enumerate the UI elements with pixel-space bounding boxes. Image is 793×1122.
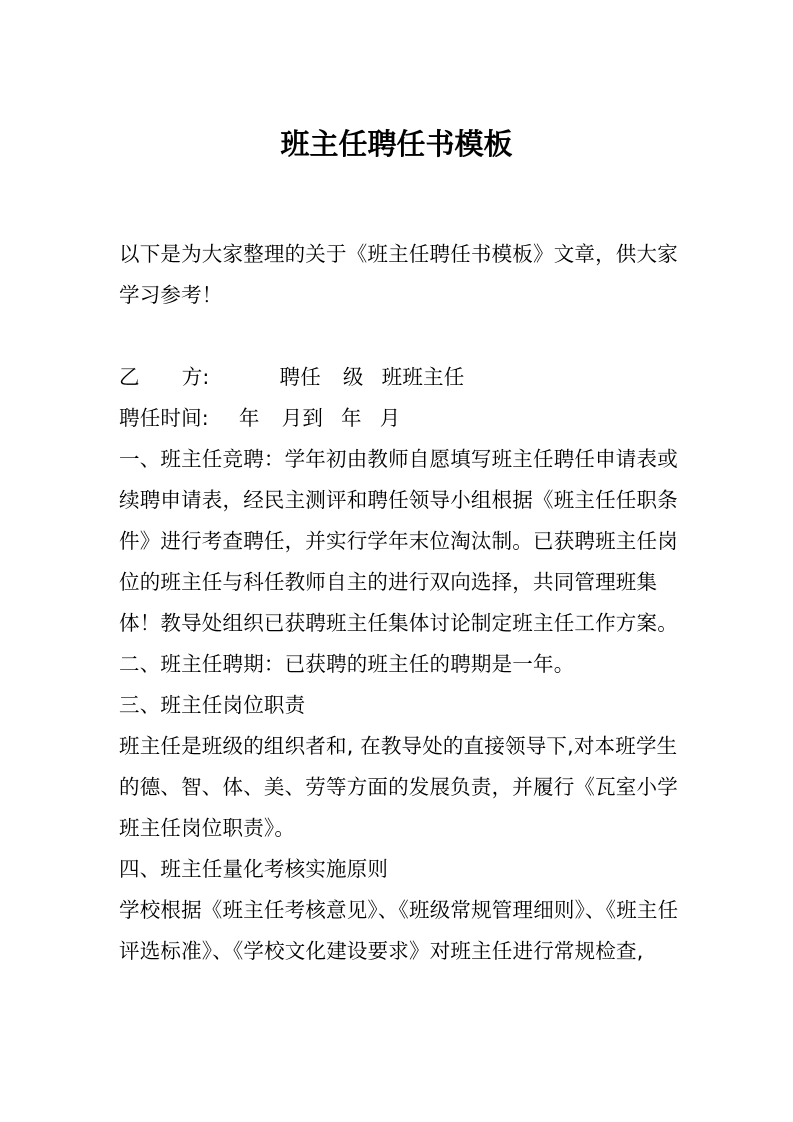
term-line [119, 398, 679, 439]
paragraph-duties-heading: 三、班主任岗位职责 [119, 693, 306, 717]
paragraph-term: 二、班主任聘期：已获聘的班主任的聘期是一年。 [119, 652, 575, 676]
party-label-b: 方: [181, 365, 210, 389]
intro-block [119, 234, 679, 316]
paragraph-duties: 班主任是班级的组织者和, 在教导处的直接领导下,对本班学生的德、智、体、美、劳等方面的发展负责，并履行《瓦室小学班主任岗位职责》。 [119, 734, 678, 840]
role-text: 班班主任 [381, 365, 465, 389]
appoint-text: 聘任 [279, 365, 321, 389]
term-year1: 年 [238, 406, 260, 430]
paragraph-competition: 一、班主任竞聘：学年初由教师自愿填写班主任聘任申请表或续聘申请表，经民主测评和聘任领导小组根据《班主任任职条件》进行考查聘任，并实行学年末位淘汰制。已获聘班主任岗位的班主任与科任教师自主的进行双向选择，共同管理班集体！教导处组织已获聘班主任集体讨论制定班主任工作方案。 [119, 447, 678, 635]
grade-text: 级 [342, 365, 364, 389]
term-year2: 年 [341, 406, 362, 430]
paragraph-assessment: 学校根据《班主任考核意见》、《班级常规管理细则》、《班主任评选标准》、《学校文化建设要求》对班主任进行常规检查, [119, 898, 679, 963]
party-label-a: 乙 [119, 365, 140, 389]
term-label: 聘任时间: [119, 406, 209, 430]
document-title: 班主任聘任书模板 [280, 127, 513, 161]
content-block [119, 357, 679, 972]
term-month2: 月 [379, 406, 401, 430]
party-line [119, 357, 679, 398]
paragraph-assessment-heading: 四、班主任量化考核实施原则 [119, 857, 389, 881]
term-month-to: 月到 [281, 406, 324, 430]
intro-paragraph: 以下是为大家整理的关于《班主任聘任书模板》文章，供大家学习参考！ [119, 242, 678, 307]
